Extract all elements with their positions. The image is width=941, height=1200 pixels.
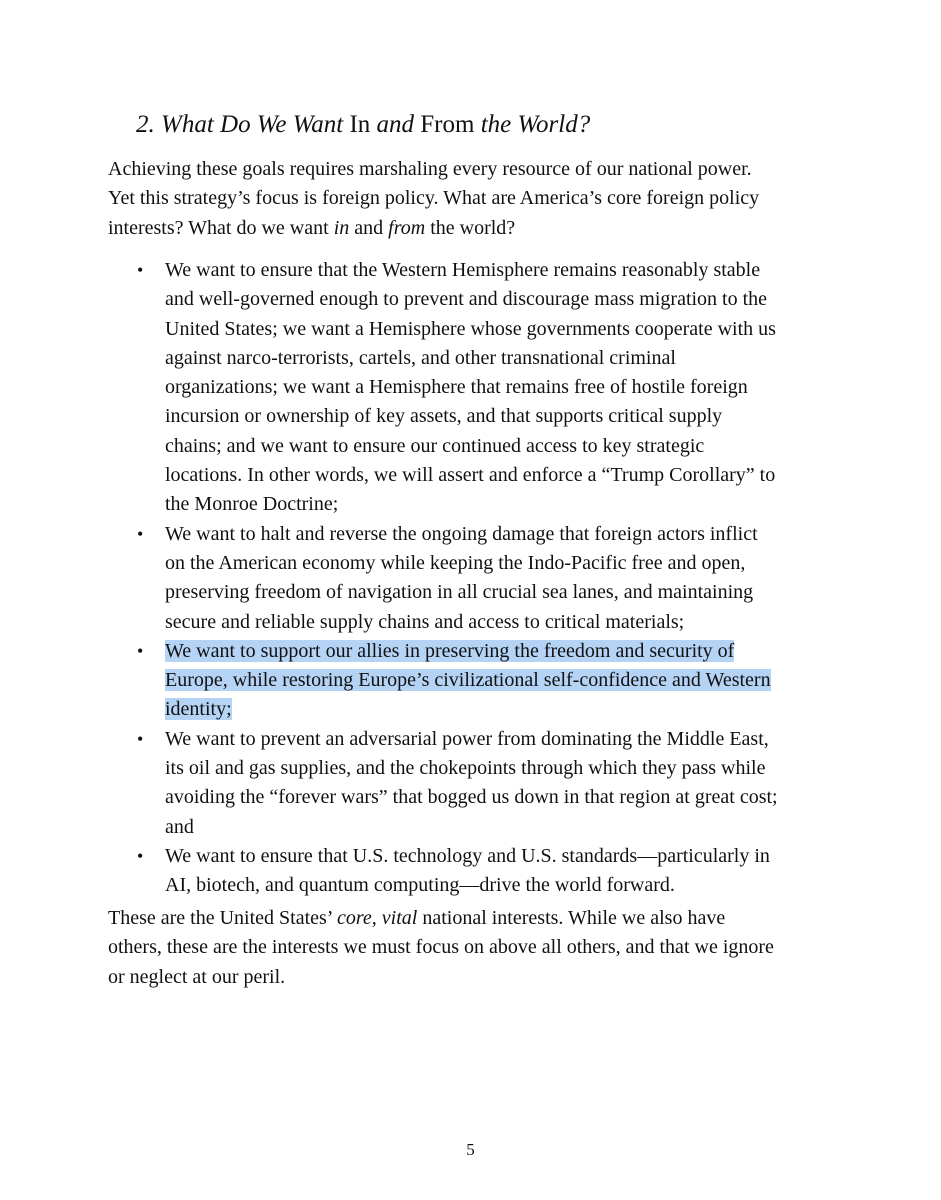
bullet-economy-indo-pacific (108, 520, 838, 637)
intro-line-1: Achieving these goals requires marshaling every resource of our national power. (108, 158, 752, 180)
bullet-europe (108, 637, 838, 725)
closing-line-2: others, these are the interests we must focus on above all others, and that we ignore (108, 936, 774, 959)
bullet-text (165, 520, 838, 637)
bullet-dot: • (137, 640, 144, 661)
bullet-line: We want to ensure that the Western Hemisphere remains reasonably stable (165, 259, 761, 281)
intro-paragraph (108, 155, 848, 243)
intro-line-3 (108, 214, 848, 243)
heading-part-4: From (420, 111, 475, 138)
bullet-western-hemisphere (108, 256, 838, 520)
intro-line-2: Yet this strategy’s focus is foreign policy. What are America’s core foreign policy (108, 187, 760, 210)
bullet-middle-east (108, 725, 838, 842)
bullet-line: AI, biotech, and quantum computing—drive the world forward. (165, 874, 675, 897)
heading-part-1: What Do We Want (161, 111, 344, 138)
intro-in-italic: in (333, 216, 350, 239)
bullet-line: its oil and gas supplies, and the chokepoints through which they pass while (165, 757, 766, 780)
bullet-line: We want to halt and reverse the ongoing damage that foreign actors inflict (165, 522, 758, 545)
bullet-line: against narco-terrorists, cartels, and other transnational criminal (165, 346, 676, 369)
section-heading (136, 109, 590, 141)
bullet-dot: • (137, 260, 144, 280)
heading-number: 2. (136, 111, 155, 138)
interests-bullet-list (108, 256, 838, 901)
text-selection-highlight[interactable]: We want to support our allies in preserving the freedom and security of (165, 639, 735, 662)
closing-core-vital-italic: core, vital (336, 907, 418, 929)
closing-line-3: or neglect at our peril. (108, 965, 286, 988)
closing-line-1a: These are the United States’ (108, 907, 337, 929)
bullet-line: locations. In other words, we will assert and enforce a “Trump Corollary” to (165, 464, 776, 487)
intro-line-3e: the world? (425, 216, 516, 239)
highlighted-line[interactable] (165, 695, 838, 724)
text-selection-highlight[interactable]: identity; (165, 698, 232, 721)
bullet-text-highlighted[interactable] (165, 637, 838, 725)
closing-line-1c: national interests. While we also have (417, 907, 726, 929)
bullet-dot: • (137, 523, 144, 544)
bullet-line: organizations; we want a Hemisphere that remains free of hostile foreign (165, 376, 748, 399)
intro-line-3c: and (349, 216, 389, 239)
heading-part-3: and (376, 111, 415, 138)
bullet-line: the Monroe Doctrine; (165, 493, 339, 516)
bullet-line: United States; we want a Hemisphere whose governments cooperate with us (165, 317, 776, 340)
bullet-text (165, 256, 838, 520)
bullet-line: on the American economy while keeping the Indo-Pacific free and open, (165, 551, 746, 574)
highlighted-line[interactable] (165, 666, 838, 695)
bullet-text (165, 725, 838, 842)
closing-paragraph (108, 904, 848, 992)
intro-line-3a: interests? What do we want (108, 216, 334, 239)
intro-from-italic: from (388, 216, 426, 239)
heading-part-2: In (349, 111, 371, 138)
bullet-line: avoiding the “forever wars” that bogged us down in that region at great cost; (165, 786, 778, 809)
page-number: 5 (466, 1140, 475, 1159)
bullet-line: chains; and we want to ensure our continued access to key strategic (165, 434, 705, 457)
bullet-line: and (165, 815, 194, 838)
bullet-dot: • (137, 845, 144, 866)
bullet-line: secure and reliable supply chains and access to critical materials; (165, 610, 685, 633)
closing-line-1 (108, 904, 848, 933)
bullet-dot: • (137, 728, 144, 749)
bullet-line: and well-governed enough to prevent and discourage mass migration to the (165, 288, 768, 311)
bullet-text (165, 842, 838, 901)
bullet-technology (108, 842, 838, 901)
bullet-line: We want to ensure that U.S. technology and U.S. standards—particularly in (165, 844, 770, 867)
highlighted-line[interactable] (165, 637, 838, 666)
bullet-line: incursion or ownership of key assets, and that supports critical supply (165, 405, 723, 428)
bullet-line: We want to prevent an adversarial power from dominating the Middle East, (165, 727, 769, 750)
heading-part-5: the World? (480, 111, 591, 138)
text-selection-highlight[interactable]: Europe, while restoring Europe’s civilizational self-confidence and Western (165, 669, 771, 692)
bullet-line: preserving freedom of navigation in all crucial sea lanes, and maintaining (165, 581, 754, 604)
